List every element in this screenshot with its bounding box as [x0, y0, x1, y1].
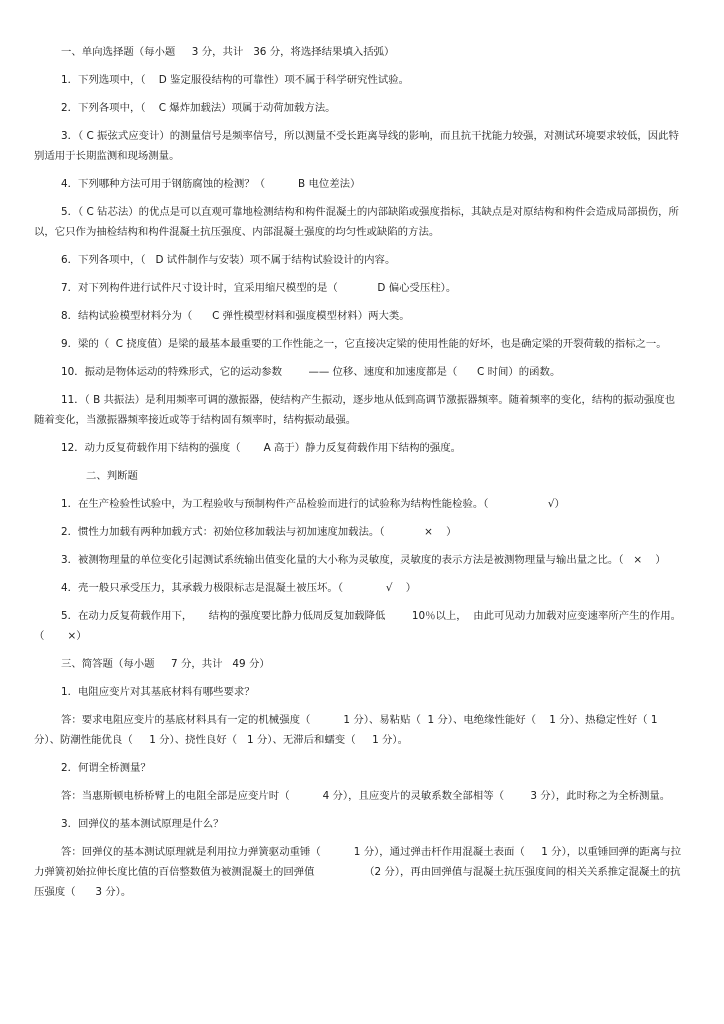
- question-choice-2: 2．下列各项中，（ C 爆炸加载法）项属于动荷加载方法。: [61, 102, 336, 114]
- question-choice-7: 7．对下列构件进行试件尺寸设计时，宜采用缩尺模型的是（ D 偏心受压柱）。: [61, 282, 457, 294]
- question-choice-8: 8．结构试验模型材料分为（ C 弹性模型材料和强度模型材料）两大类。: [61, 310, 410, 322]
- question-choice-3: 3．（ C 振弦式应变计）的测量信号是频率信号，所以测量不受长距离导线的影响，而且抗干扰能力较强，对测试环境要求较低，因此特别适用于长期监测和现场测量。: [34, 130, 679, 162]
- question-short-2: 2．何谓全桥测量？: [61, 762, 151, 774]
- question-choice-5: 5．（ C 钻芯法）的优点是可以直观可靠地检测结构和构件混凝土的内部缺陷或强度指标，其缺点是对原结构和构件会造成局部损伤，所以，它只作为抽检结构和构件混凝土抗压强度、内部混凝土强度的均匀性或缺陷的方法。: [34, 206, 679, 238]
- question-choice-10: 10．振动是物体运动的特殊形式，它的运动参数 —— 位移、速度和加速度都是（ C 时间）的函数。: [61, 366, 561, 378]
- question-judge-2: 2．惯性力加载有两种加载方式：初始位移加载法与初加速度加载法。（ × ）: [61, 526, 457, 538]
- question-judge-5: 5．在动力反复荷载作用下， 结构的强度要比静力低周反复加载降低 10％以上， 由此可见动力加载对应变速率所产生的作用。（ ×）: [34, 610, 682, 642]
- question-choice-9: 9．梁的（ C 挠度值）是梁的最基本最重要的工作性能之一，它直接决定梁的使用性能的好坏，也是确定梁的开裂荷载的指标之一。: [61, 338, 667, 350]
- question-choice-4: 4．下列哪种方法可用于钢筋腐蚀的检测？（ B 电位差法）: [61, 178, 361, 190]
- answer-short-2: 答：当惠斯顿电桥桥臂上的电阻全部是应变片时（ 4 分），且应变片的灵敏系数全部相等（ 3 分），此时称之为全桥测量。: [61, 790, 671, 802]
- question-choice-12: 12．动力反复荷载作用下结构的强度（ A 高于）静力反复荷载作用下结构的强度。: [61, 442, 462, 454]
- question-judge-3: 3．被测物理量的单位变化引起测试系统输出值变化量的大小称为灵敏度，灵敏度的表示方法是被测物理量与输出量之比。（ × ）: [61, 554, 666, 566]
- question-short-3: 3．回弹仪的基本测试原理是什么？: [61, 818, 224, 830]
- answer-short-1: 答：要求电阻应变片的基底材料具有一定的机械强度（ 1 分）、易粘贴（ 1 分）、电绝缘性能好（ 1 分）、热稳定性好（ 1 分）、防潮性能优良（ 1 分）、挠性良好（ 1 分）、无滞后和蠕变（ 1 分）。: [34, 714, 661, 746]
- question-short-1: 1．电阻应变片对其基底材料有哪些要求？: [61, 686, 255, 698]
- section-title-judgement: 二、判断题: [86, 470, 138, 482]
- section-title-choice: 一、单向选择题（每小题 3 分，共计 36 分，将选择结果填入括弧）: [61, 46, 395, 58]
- answer-short-3: 答：回弹仪的基本测试原理就是利用拉力弹簧驱动重锤（ 1 分），通过弹击杆作用混凝土表面（ 1 分），以重锤回弹的距离与拉力弹簧初始拉伸长度比值的百倍整数值为被测混凝土的回弹值 （2 分），再由回弹值与混凝土抗压强度间的相关关系推定混凝土的抗压强度（ 3 分）。: [34, 846, 682, 898]
- question-judge-1: 1．在生产检验性试验中，为工程验收与预制构件产品检验而进行的试验称为结构性能检验。（ √）: [61, 498, 565, 510]
- question-judge-4: 4．壳一般只承受压力，其承载力极限标志是混凝土被压坏。（ √ ）: [61, 582, 417, 594]
- question-choice-6: 6．下列各项中，（ D 试件制作与安装）项不属于结构试验设计的内容。: [61, 254, 396, 266]
- section-title-short-answer: 三、简答题（每小题 7 分，共计 49 分）: [61, 658, 270, 670]
- question-choice-1: 1．下列选项中，（ D 鉴定服役结构的可靠性）项不属于科学研究性试验。: [61, 74, 410, 86]
- question-choice-11: 11．（ B 共振法）是利用频率可调的激振器，使结构产生振动，逐步地从低到高调节激振器频率。随着频率的变化，结构的振动强度也随着变化，当激振器频率接近或等于结构固有频率时，结构振动最强。: [34, 394, 676, 426]
